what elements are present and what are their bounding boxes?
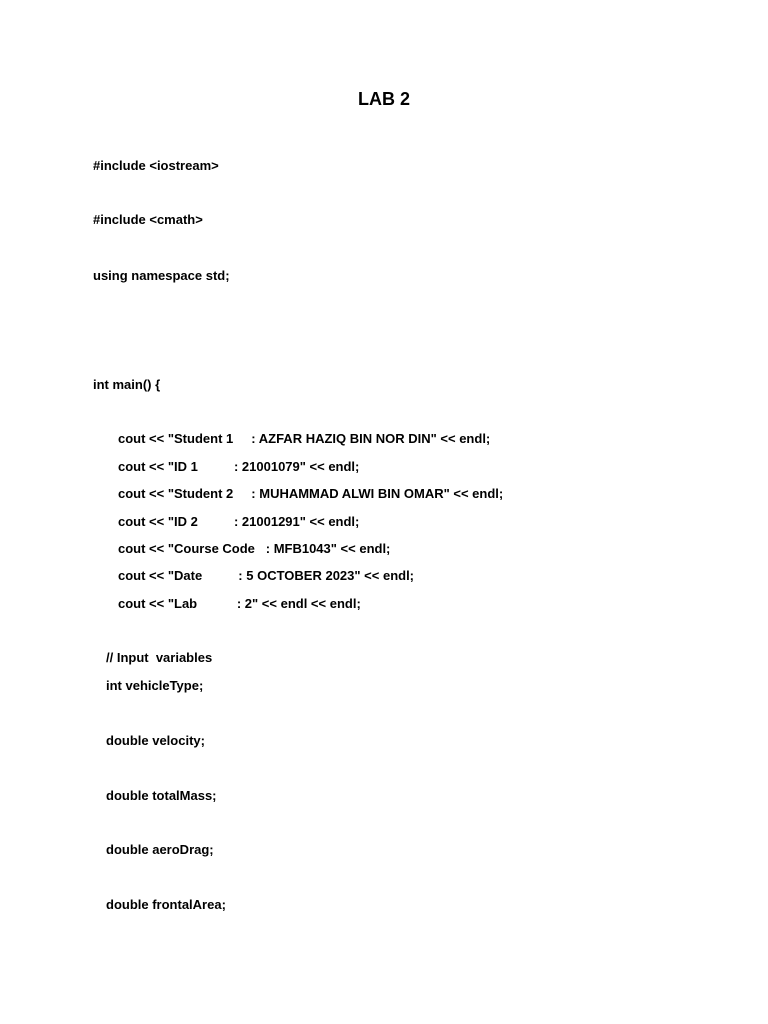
document-title: LAB 2 xyxy=(357,89,410,109)
code-line-student-2: cout << "Student 2 : MUHAMMAD ALWI BIN OMAR" << endl; xyxy=(118,486,504,501)
code-line-aero-drag: double aeroDrag; xyxy=(106,842,214,857)
code-line-total-mass: double totalMass; xyxy=(106,788,217,803)
code-line-vehicle-type: int vehicleType; xyxy=(106,678,204,693)
code-line-using-namespace: using namespace std; xyxy=(93,268,230,283)
code-line-student-1: cout << "Student 1 : AZFAR HAZIQ BIN NOR DIN" << endl; xyxy=(118,431,491,446)
code-line-include-cmath: #include <cmath> xyxy=(93,212,203,227)
code-line-main: int main() { xyxy=(93,377,161,392)
code-line-comment-input: // Input variables xyxy=(106,650,213,665)
code-line-frontal-area: double frontalArea; xyxy=(106,897,226,912)
code-line-course-code: cout << "Course Code : MFB1043" << endl; xyxy=(118,541,391,556)
code-line-include-iostream: #include <iostream> xyxy=(93,158,219,173)
code-line-id-1: cout << "ID 1 : 21001079" << endl; xyxy=(118,459,360,474)
code-line-lab: cout << "Lab : 2" << endl << endl; xyxy=(118,596,361,611)
code-line-date: cout << "Date : 5 OCTOBER 2023" << endl; xyxy=(118,568,415,583)
code-line-velocity: double velocity; xyxy=(106,733,205,748)
code-line-id-2: cout << "ID 2 : 21001291" << endl; xyxy=(118,514,360,529)
